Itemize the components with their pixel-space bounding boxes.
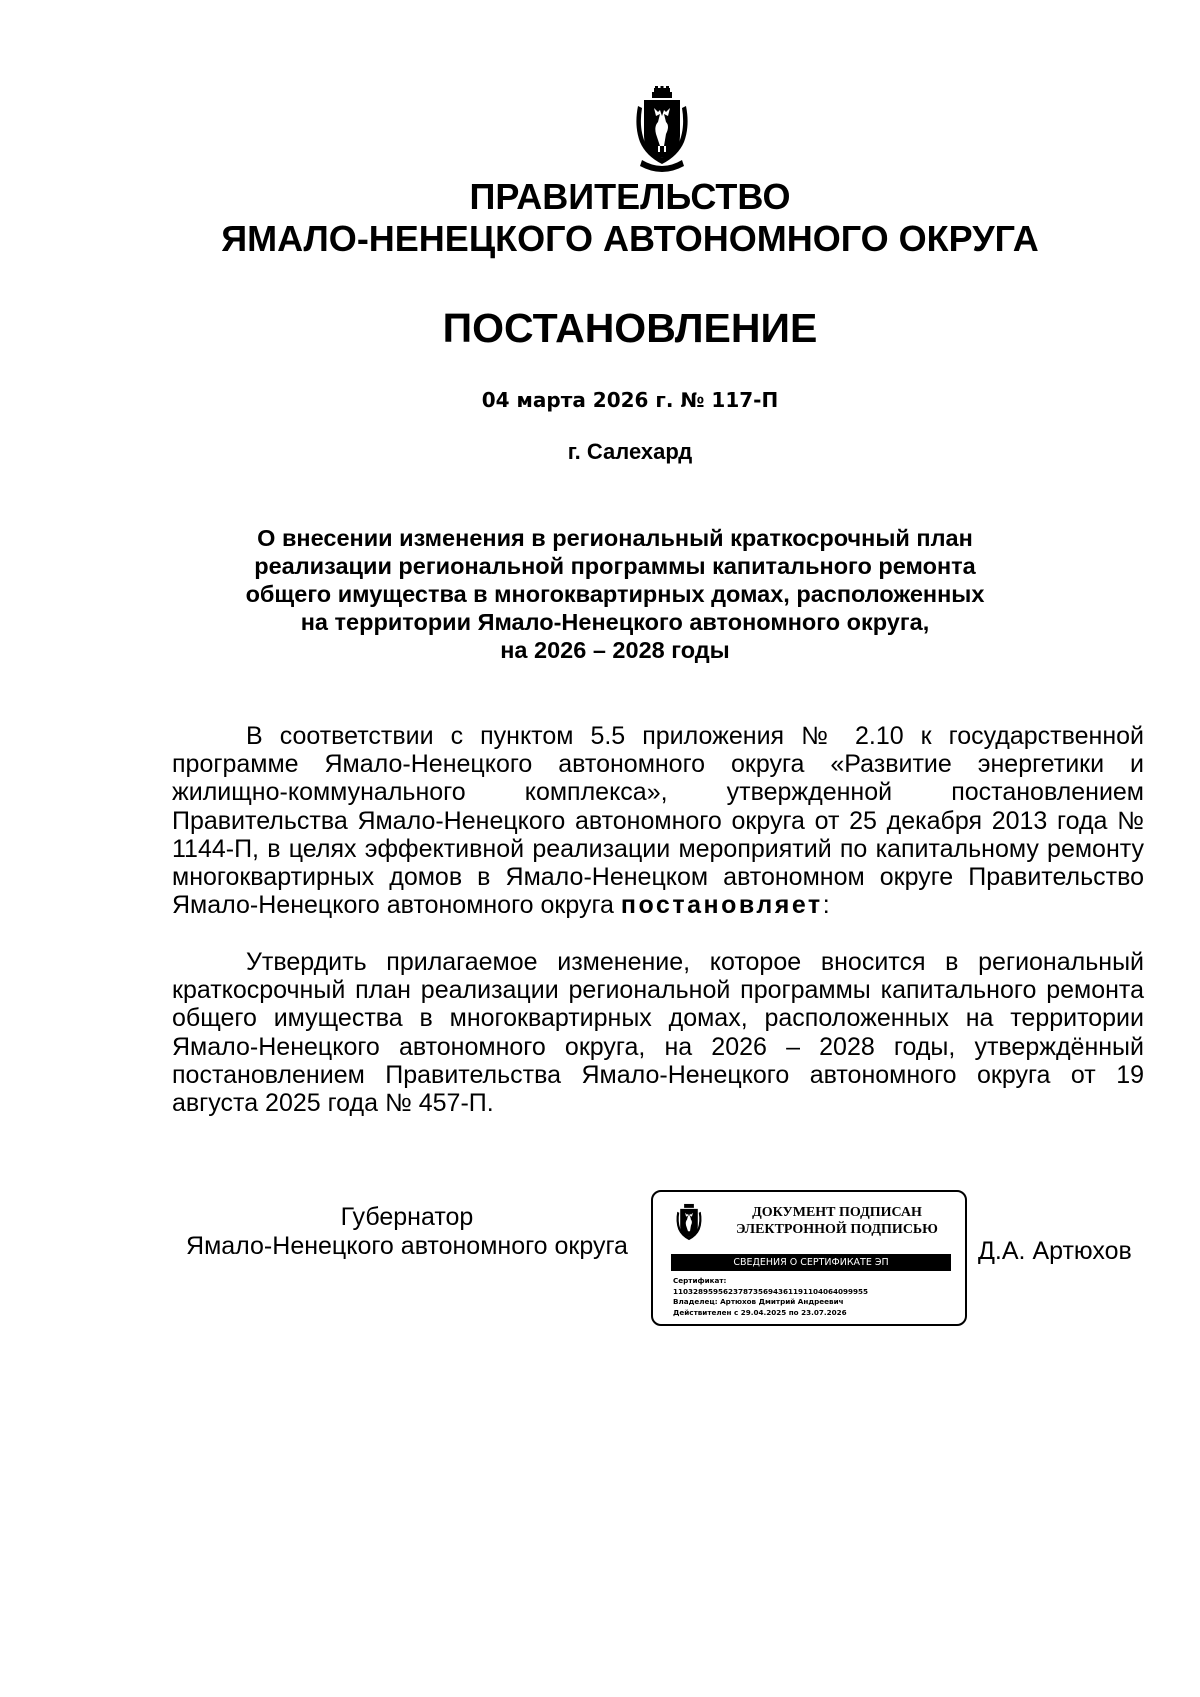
body-paragraph-1 [172, 722, 1144, 919]
document-type: ПОСТАНОВЛЕНИЕ [442, 305, 818, 351]
stamp-title-line: ДОКУМЕНТ ПОДПИСАН [752, 1205, 922, 1220]
signatory-title: Губернатор [340, 1203, 474, 1231]
subject-line: общего имущества в многоквартирных домах, расположенных [245, 581, 985, 607]
subject-line: О внесении изменения в региональный краткосрочный план [257, 525, 973, 551]
certificate-label: Сертификат: [673, 1276, 727, 1285]
subject-line: на территории Ямало-Ненецкого автономного округа, [300, 609, 930, 635]
paragraph-end: : [822, 891, 830, 920]
subject-line: на 2026 – 2028 годы [500, 637, 730, 663]
electronic-signature-stamp [651, 1190, 967, 1326]
signatory-name: Д.А. Артюхов [978, 1237, 1132, 1265]
document-date-number: 04 марта 2026 г. № 117-П [481, 388, 779, 412]
document-subject [180, 524, 1050, 664]
government-region-title: ЯМАЛО-НЕНЕЦКОГО АВТОНОМНОГО ОКРУГА [221, 218, 1039, 259]
signatory-position [172, 1203, 642, 1261]
coat-of-arms-icon [675, 1202, 703, 1244]
certificate-validity: Действителен с 29.04.2025 по 23.07.2026 [673, 1307, 847, 1317]
subject-line: реализации региональной программы капитального ремонта [254, 553, 976, 579]
government-title: ПРАВИТЕЛЬСТВО [469, 176, 791, 217]
certificate-info-bar: СВЕДЕНИЯ О СЕРТИФИКАТЕ ЭП [671, 1254, 951, 1271]
resolution-keyword: постановляет [620, 891, 823, 920]
certificate-owner: Владелец: Артюхов Дмитрий Андреевич [673, 1297, 844, 1306]
certificate-number: 110328959562378735694361191104064099955 [673, 1286, 869, 1296]
certificate-details [673, 1276, 953, 1318]
coat-of-arms-icon [634, 86, 690, 172]
signatory-region: Ямало-Ненецкого автономного округа [186, 1232, 628, 1260]
paragraph-text: В соответствии с пунктом 5.5 приложения № 2.10 к государственной программе Ямало-Ненецкого автономного округа «Развитие энергетики и жилищно-коммунального комплекса», утвержденной постановлением Правительства Ямало-Ненецкого автономного округа от 25 декабря 2013 года № 1144-П, в целях эффективной реализации мероприятий по капитальному ремонту многоквартирных домов в Ямало-Ненецком автономном округе Правительство Ямало-Ненецкого автономного округа [172, 722, 1144, 920]
stamp-title-line: ЭЛЕКТРОННОЙ ПОДПИСЬЮ [736, 1222, 938, 1237]
document-city: г. Салехард [567, 439, 693, 464]
body-paragraph-2: Утвердить прилагаемое изменение, которое вносится в региональный краткосрочный план реализации региональной программы капитального ремонта общего имущества в многоквартирных домах, расположенных на территории Ямало-Ненецкого автономного округа, на 2026 – 2028 годы, утверждённый постановлением Правительства Ямало-Ненецкого автономного округа от 19 августа 2025 года № 457-П. [172, 948, 1144, 1118]
stamp-title [717, 1204, 957, 1238]
